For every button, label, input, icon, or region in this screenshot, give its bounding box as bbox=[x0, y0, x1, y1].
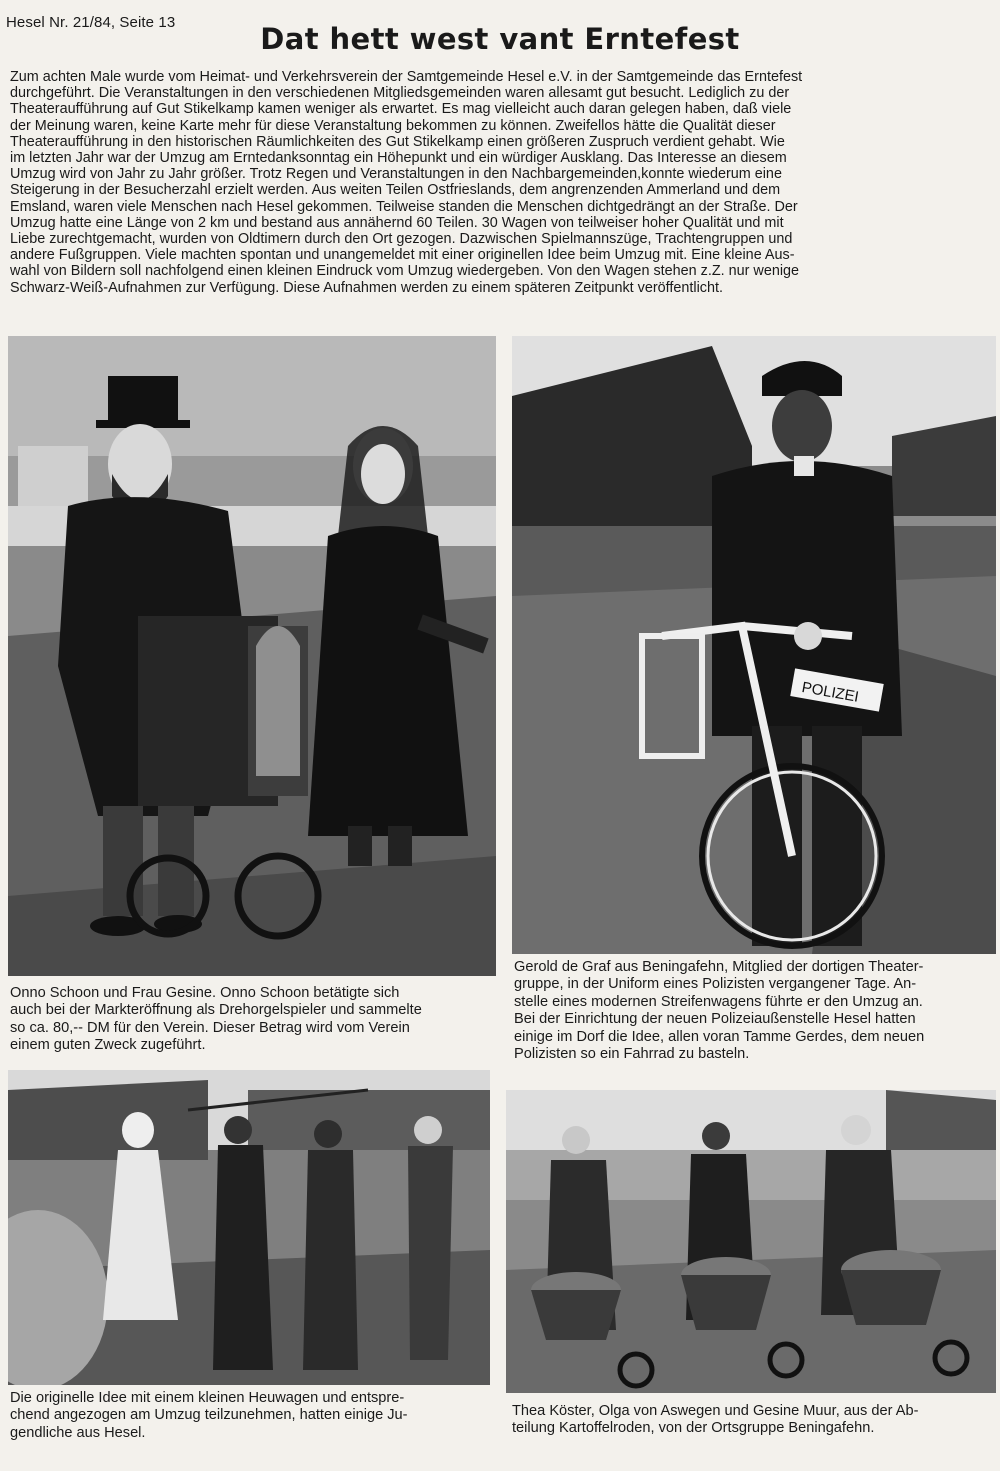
caption-organ-grinder bbox=[10, 985, 496, 1055]
caption-line: Bei der Einrichtung der neuen Polizeiaußenstelle Hesel hatten bbox=[514, 1011, 916, 1028]
caption-line: stelle eines modernen Streifenwagens führte er den Umzug an. bbox=[514, 993, 923, 1010]
intro-line: wahl von Bildern soll nachfolgend einen kleinen Eindruck vom Umzug wiedergeben. Von den Wagen stehen z.Z. nur wenige bbox=[10, 263, 800, 280]
intro-line: Steigerung in der Besucherzahl erzielt werden. Aus weiten Teilen Ostfrieslands, dem angrenzenden Ammerland und dem bbox=[10, 182, 781, 199]
caption-line: einige im Dorf die Idee, allen voran Tamme Gerdes, dem neuen bbox=[514, 1028, 925, 1045]
intro-line: durchgeführt. Die Veranstaltungen in den verschiedenen Mitgliedsgemeinden waren allesamt gut besucht. Lediglich zu der bbox=[10, 85, 790, 102]
intro-line: Umzug hatte eine Länge von 2 km und bestand aus annähernd 60 Teilen. 30 Wagen von teilweiser hoher Qualität und mit bbox=[10, 214, 784, 231]
caption-line: Polizisten so ein Fahrrad zu basteln. bbox=[514, 1046, 750, 1063]
caption-hay-wagon bbox=[10, 1390, 496, 1442]
photo-potato-wheelbarrows bbox=[506, 1090, 996, 1393]
caption-line: gruppe, in der Uniform eines Polizisten vergangener Tage. An- bbox=[514, 976, 917, 993]
photo-organ-grinder bbox=[8, 336, 496, 976]
intro-line: Zum achten Male wurde vom Heimat- und Verkehrsverein der Samtgemeinde Hesel e.V. in der Samtgemeinde das Erntefest bbox=[10, 69, 803, 85]
caption-line: Die originelle Idee mit einem kleinen Heuwagen und entspre- bbox=[10, 1390, 405, 1406]
caption-line: Thea Köster, Olga von Aswegen und Gesine Muur, aus der Ab- bbox=[512, 1403, 919, 1419]
intro-line: andere Fußgruppen. Viele machten spontan und unangemeldet mit einer originellen Idee beim Umzug mit. Eine kleine Aus- bbox=[10, 247, 795, 264]
intro-line: Umzug wird von Jahr zu Jahr größer. Trotz Regen und Veranstaltungen in den Nachbargemeinden,konnte wiederum eine bbox=[10, 166, 782, 183]
intro-line: der Meinung waren, keine Karte mehr für diese Veranstaltung bekommen zu können. Zweifellos hätte die Qualität dieser bbox=[10, 117, 776, 134]
caption-line: Onno Schoon und Frau Gesine. Onno Schoon betätigte sich bbox=[10, 985, 400, 1001]
intro-line: Emsland, waren viele Menschen nach Hesel gekommen. Teilweise standen die Menschen dichtgedrängt an der Straße. Der bbox=[10, 198, 798, 215]
intro-line: Schwarz-Weiß-Aufnahmen zur Verfügung. Diese Aufnahmen werden zu einem späteren Zeitpunkt veröffentlicht. bbox=[10, 279, 723, 296]
caption-line: chend angezogen am Umzug teilzunehmen, hatten einige Ju- bbox=[10, 1407, 408, 1424]
caption-line: Gerold de Graf aus Beningafehn, Mitglied der dortigen Theater- bbox=[514, 959, 924, 975]
caption-line: teilung Kartoffelroden, von der Ortsgruppe Beningafehn. bbox=[512, 1420, 875, 1437]
caption-police-bicycle bbox=[514, 959, 998, 1063]
photo-hay-wagon bbox=[8, 1070, 490, 1385]
caption-line: einem guten Zweck zugeführt. bbox=[10, 1037, 206, 1054]
caption-line: auch bei der Markteröffnung als Drehorgelspieler und sammelte bbox=[10, 1002, 422, 1019]
issue-header: Hesel Nr. 21/84, Seite 13 bbox=[6, 14, 176, 31]
intro-line: Theateraufführung auf Gut Stikelkamp kamen weniger als erwartet. Es mag vielleicht auch daran gelegen haben, daß viele bbox=[10, 101, 792, 118]
intro-line: im letzten Jahr war der Umzug am Erntedanksonntag ein Höhepunkt und ein würdiger Ausklang. Das Interesse an diesem bbox=[10, 150, 787, 167]
article-title: Dat hett west vant Erntefest bbox=[260, 22, 740, 56]
intro-paragraph bbox=[10, 69, 994, 296]
caption-line: gendliche aus Hesel. bbox=[10, 1424, 146, 1441]
intro-line: Liebe zurechtgemacht, wurden von Oldtimern durch den Ort gezogen. Dazwischen Spielmannszüge, Trachtengruppen und bbox=[10, 231, 793, 248]
caption-line: so ca. 80,-- DM für den Verein. Dieser Betrag wird vom Verein bbox=[10, 1019, 410, 1036]
polizei-sign-text: POLIZEI bbox=[800, 678, 861, 706]
photo-police-bicycle bbox=[512, 336, 996, 954]
caption-potato-wheelbarrows bbox=[512, 1403, 996, 1438]
intro-line: Theateraufführung in den historischen Räumlichkeiten des Gut Stikelkamp einen größeren Zuspruch verdient gehabt. Wie bbox=[10, 133, 785, 150]
